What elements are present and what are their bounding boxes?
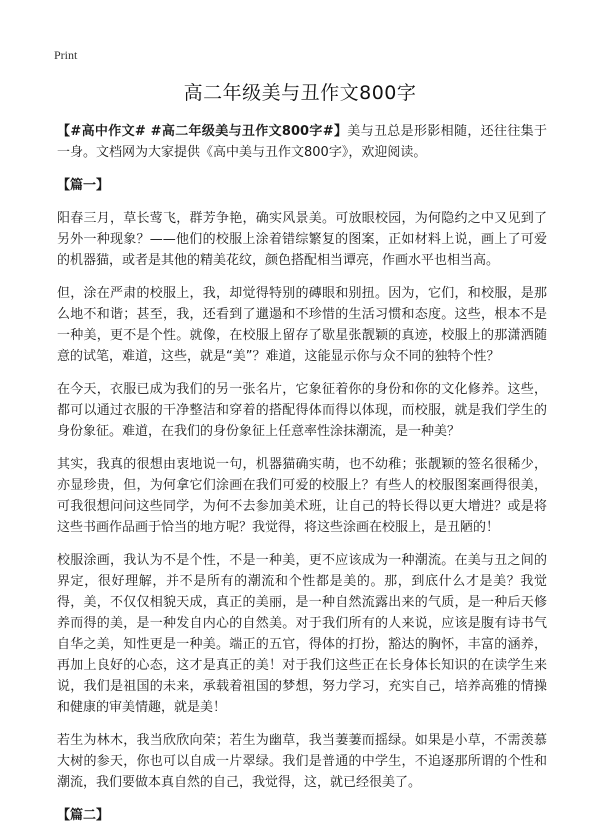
paragraph: 其实，我真的很想由衷地说一句，机器猫确实萌，也不幼稚；张靓颖的签名很稀少，亦显珍贵，但，为何拿它们涂画在我们可爱的校服上？有些人的校服图案画得很美，可我很想问问这些同学，为何不去参加美术班，让自己的特长得以更大增进？或是将这些书画作品画于恰当的地方呢？我觉得，将这些涂画在校服上，是丑陋的！ xyxy=(57,457,547,535)
paragraph: 阳春三月，草长莺飞，群芳争艳，确实风景美。可放眼校园，为何隐约之中又见到了另外一种现象？——他们的校服上涂着错综繁复的图案，正如材料上说，画上了可爱的机器猫，或者是其他的精美花纹，颜色搭配相当谭亮，作画水平也相当高。 xyxy=(57,211,547,268)
print-link[interactable]: Print xyxy=(54,48,78,62)
article-title: 高二年级美与丑作文800字 xyxy=(183,82,417,104)
paragraph: 在今天，衣服已成为我们的另一张名片，它象征着你的身份和你的文化修养。这些，都可以通过衣服的干净整洁和穿着的搭配得体而得以体现，而校服，就是我们学生的身份象征。难道，在我们的身份象征上任意率性涂抹潮流，是一种美？ xyxy=(57,382,547,439)
section-heading: 【篇二】 xyxy=(57,808,110,823)
paragraph: 但，涂在严肃的校服上，我，却觉得特别的磚眼和别扭。因为，它们，和校服，是那么地不和谐；甚至，我，还看到了邋遢和不珍惜的生活习惯和态度。这些，根本不是一种美，更不是个性。就像，在校服上留存了歇星张靓颖的真迹，校服上的那潇洒随意的试笔，难道，这些，就是“美”？难道，这能显示你与众不同的独特个性？ xyxy=(57,286,547,364)
intro-paragraph xyxy=(57,121,547,163)
paragraph: 校服涂画，我认为不是个性，不是一种美，更不应该成为一种潮流。在美与丑之间的界定，很好理解，并不是所有的潮流和个性都是美的。那，到底什么才是美？我觉得，美，不仅仅相貌天成，真正的美丽，是一种自然流露出来的气质，是一种后天修养而得的美，是一种发自内心的自然美。对于我们所有的人来说，应该是腹有诗书气自华之美，知性更是一种美。端正的五官，得体的打扮，豁达的胸怀，丰富的涵养，再加上良好的心态，这才是真正的美！对于我们这些正在长身体长知识的在读学生来说，我们是祖国的未来，承载着祖国的梦想，努力学习，充实自己，培养高雅的情操和健康的审美情趣，就是美！ xyxy=(57,553,547,715)
article-tags: 【#高中作文# #高二年级美与丑作文800字#】 xyxy=(57,124,348,139)
intro-text: 美与丑总是形影相随，还往往集于一身。文档网为大家提供《高中美与丑作文800字》，欢迎阅读。 xyxy=(57,124,547,160)
article-content xyxy=(57,121,547,838)
paragraph: 若生为林木，我当欣欣向荣；若生为幽草，我当萋萋而摇绿。如果是小草，不需羡慕大树的参天，你也可以自成一片翠绿。我们是普通的中学生，不追逐那所谓的个性和潮流，我们要做本真自然的自己，我觉得，这，就已经很美了。 xyxy=(57,733,547,790)
section-heading: 【篇一】 xyxy=(57,178,110,193)
